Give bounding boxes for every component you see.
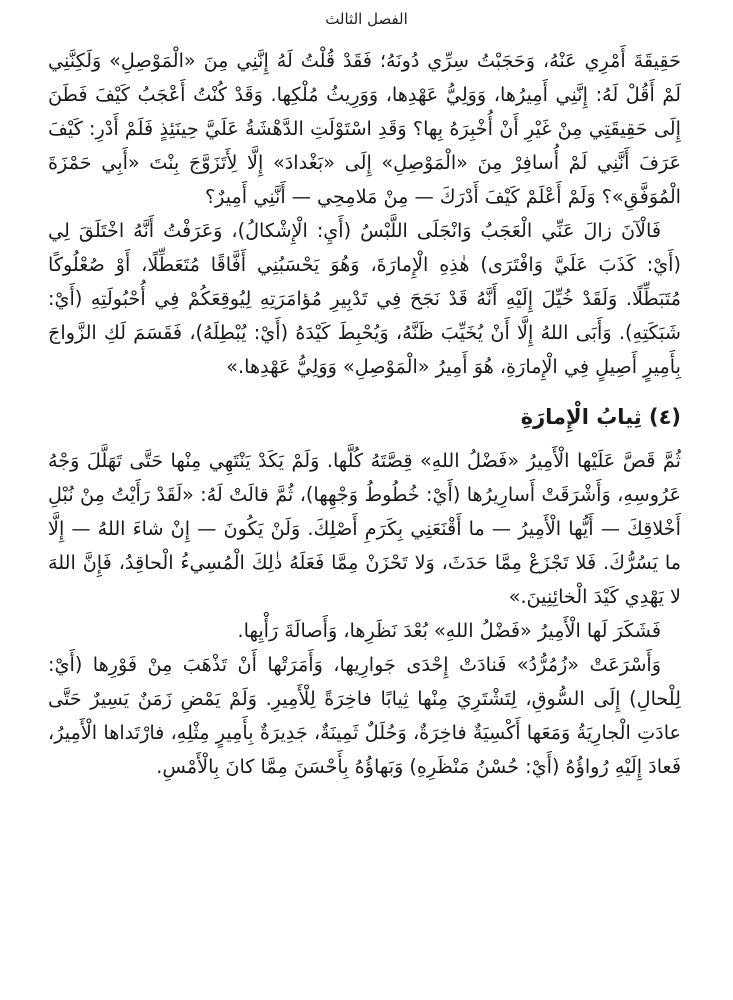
running-header: الفصل الثالث bbox=[325, 10, 408, 28]
paragraph-5: وَأَسْرَعَتْ «زُمُرُّدُ» فَنادَتْ إِحْدَى جَوارِيها، وَأَمَرَتْها أَنْ تَذْهَبَ مِنْ فَوْرِها (أَيْ: لِلْحالِ) إِلَى السُّوقِ، لِتَشْتَرِيَ مِنْها ثِيابًا فاخِرَةً لِلْأَمِيرِ. وَلَمْ يَمْضِ زَمَنٌ يَسِيرٌ حَتَّى عادَتِ الْجارِيَةُ وَمَعَها أَكْسِيَةٌ فاخِرَةٌ، وَحُلَلٌ ثَمِينَةٌ، جَدِيرَةٌ بِأَمِيرٍ مِثْلِهِ، فارْتَداها الْأَمِيرُ، فَعادَ إِلَيْهِ رُواؤُهُ (أَيْ: حُسْنُ مَنْظَرِهِ) وَبَهاؤُهُ بِأَحْسَنَ مِمَّا كانَ بِالْأَمْسِ. bbox=[48, 653, 681, 778]
paragraph-1: حَقِيقَةَ أَمْرِي عَنْهُ، وَحَجَبْتُ سِرِّي دُونَهُ؛ فَقَدْ قُلْتُ لَهُ إِنَّنِي مِنَ «الْمَوْصِلِ» وَلَكِنَّنِي لَمْ أَقُلْ لَهُ: إِنَّنِي أَمِيرُها، وَوَلِيُّ عَهْدِها، وَوَرِيثُ مُلْكِها. وَقَدْ كُنْتُ أَعْجَبُ كَيْفَ فَطَنَ إِلَى حَقِيقَتِي مِنْ غَيْرِ أَنْ أُخْبِرَهُ بِها؟ وَقَدِ اسْتَوْلَتِ الدَّهْشَةُ عَلَيَّ حِينَئِذٍ فَلَمْ أَدْرِ: كَيْفَ عَرَفَ أَنَّنِي لَمْ أُسافِرْ مِنَ «الْمَوْصِلِ» إِلَى «بَغْدادَ» إِلَّا لِأَتَزَوَّجَ بِنْتَ «أَبِي حَمْزَةَ الْمُوَفَّقِ»؟ وَلَمْ أَعْلَمْ كَيْفَ أَدْرَكَ — مِنْ مَلامِحِي — أَنَّنِي أَمِيرٌ؟ bbox=[48, 49, 681, 208]
paragraph-4: فَشَكَرَ لَها الْأَمِيرُ «فَضْلُ اللهِ» بُعْدَ نَظَرِها، وَأَصالَةَ رَأْيِها. bbox=[237, 619, 661, 642]
page-content bbox=[48, 44, 681, 784]
paragraph-3: ثُمَّ قَصَّ عَلَيْها الْأَمِيرُ «فَضْلُ اللهِ» قِصَّتَهُ كُلَّها. وَلَمْ يَكَدْ يَنْتَهِي مِنْها حَتَّى تَهَلَّلَ وَجْهُ عَرُوسِهِ، وَأَشْرَقَتْ أَسارِيرُها (أَيْ: خُطُوطُ وَجْهِها)، ثُمَّ قالَتْ لَهُ: «لَقَدْ رَأَيْتُ مِنْ نُبْلِ أَخْلاقِكَ — أَيُّها الْأَمِيرُ — ما أَقْنَعَنِي بِكَرَمِ أَصْلِكَ. وَلَنْ يَكُونَ — إِنْ شاءَ اللهُ — إِلَّا ما يَسُرُّكَ. فَلا تَجْزَعْ مِمَّا حَدَثَ، وَلا تَحْزَنْ مِمَّا فَعَلَهُ ذٰلِكَ الْمُسِيءُ الْحاقِدُ، فَإِنَّ اللهَ لا يَهْدِي كَيْدَ الْخائِنِينَ.» bbox=[48, 449, 681, 608]
section-heading: (٤) ثِيابُ الْإِمارَةِ bbox=[520, 405, 681, 429]
paragraph-2: فَالْآنَ زالَ عَنِّي الْعَجَبُ وَانْجَلَى اللَّبْسُ (أَيِ: الْإِشْكالُ)، وَعَرَفْتُ أَنَّهُ اخْتَلَقَ لِي (أَيْ: كَذَبَ عَلَيَّ وَافْتَرَى) هٰذِهِ الْإِمارَةَ، وَهُوَ يَحْسَبُنِي أَفَّاقًا مُتَعَطِّلًا، أَوْ صُعْلُوكًا مُتَبَطِّلًا. وَلَقَدْ خُيِّلَ إِلَيْهِ أَنَّهُ قَدْ نَجَحَ فِي تَدْبِيرِ مُؤامَرَتِهِ لِيُوقِعَكُمْ فِي أُحْبُولَتِهِ (أَيْ: شَبَكَتِهِ). وَأَبَى اللهُ إِلَّا أَنْ يُخَيِّبَ ظَنَّهُ، وَيُحْبِطَ كَيْدَهُ (أَيْ: يُبْطِلَهُ)، فَقَسَمَ لَكِ الزَّواجَ بِأَمِيرٍ أَصِيلٍ فِي الْإِمارَةِ، هُوَ أَمِيرُ «الْمَوْصِلِ» وَوَلِيُّ عَهْدِها.» bbox=[48, 219, 681, 378]
